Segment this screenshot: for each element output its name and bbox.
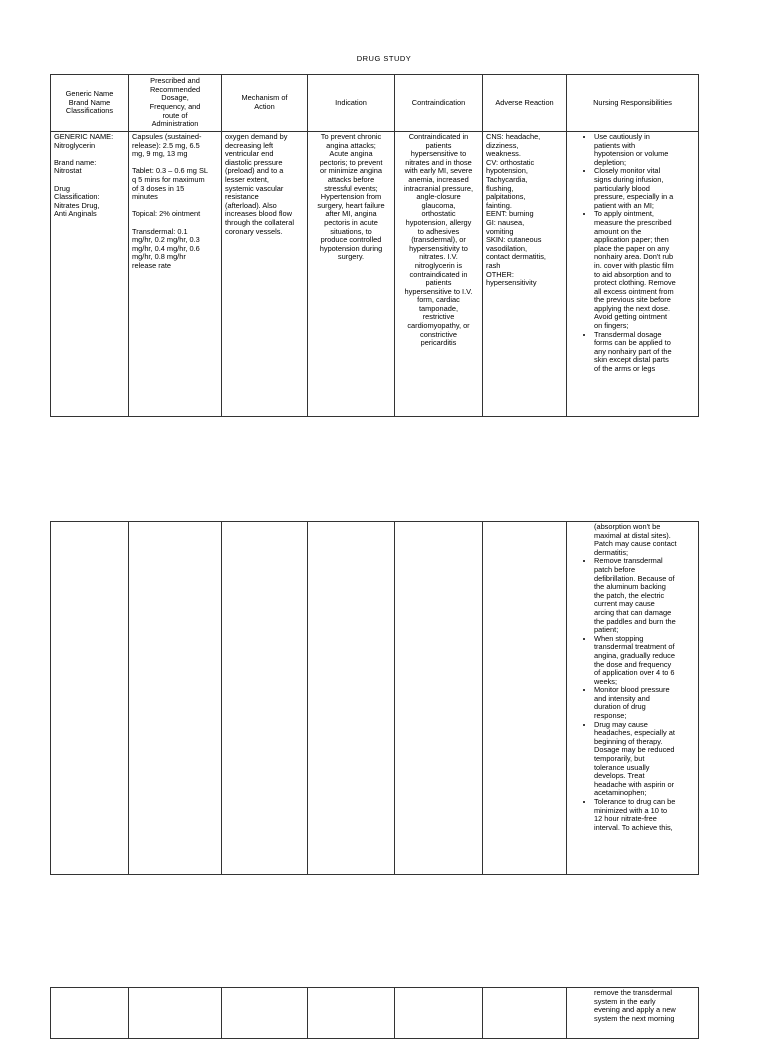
contraindication-text: Contraindicated in patients hypersensitive to nitrates and in those with early MI, severe anemia, increased intracranial pressure, angle-closure glaucoma, orthostatic hypotension, allergy to adhesives (transdermal), or hypersensitivity to nitrates. I.V. nitroglycerin is contraindicated in patients hypersensitive to I.V. form, cardiac tamponade, restrictive cardiomyopathy, or constrictive pericarditis	[403, 132, 473, 348]
dosage-tablet: Tablet: 0.3 – 0.6 mg SL q 5 mins for maximum of 3 doses in 15 minutes	[132, 166, 209, 202]
cell-nursing	[567, 132, 699, 417]
cell-adverse-reaction	[483, 988, 567, 1039]
nursing-list	[570, 133, 695, 374]
cell-names	[51, 522, 129, 875]
cell-contraindication	[395, 988, 483, 1039]
dosage-capsules: Capsules (sustained- release): 2.5 mg, 6.5 mg, 9 mg, 13 mg	[132, 132, 202, 159]
list-item: • To apply ointment, measure the prescribed amount on the application paper; then place the paper on any nonhairy area. Don't rub in. cover with plastic film to aid absorption and to protect clothing. Remove all excess ointment from the previous site before applying the next dose. Avoid getting ointment on fingers;	[594, 210, 695, 330]
generic-name: GENERIC NAME: Nitroglycerin	[54, 132, 114, 150]
cell-adverse-reaction	[483, 522, 567, 875]
list-item: • Remove transdermal patch before defibrillation. Because of the aluminum backing the patch, the electric current may cause arcing that can damage the paddles and burn the patient;	[594, 557, 695, 634]
dosage-topical: Topical: 2% ointment	[132, 209, 201, 219]
cell-names	[51, 988, 129, 1039]
list-item: • Transdermal dosage forms can be applied to any nonhairy part of the skin except distal parts of the arms or legs	[594, 331, 695, 374]
nursing-list	[570, 557, 695, 832]
cell-contraindication	[395, 132, 483, 417]
header-contraindication: Contraindication	[395, 75, 483, 132]
cell-indication	[308, 132, 395, 417]
adverse-reaction-text: CNS: headache, dizziness, weakness. CV: orthostatic hypotension, Tachycardia, flushing, palpitations, fainting. EENT: burning GI: nausea, vomiting SKIN: cutaneous vasodilation, contact dermatitis, rash OTHER: hypersensitivity	[486, 132, 546, 288]
cell-mechanism	[222, 522, 308, 875]
header-row	[51, 75, 699, 132]
cell-adverse-reaction	[483, 132, 567, 417]
header-mechanism: Mechanism of Action	[222, 75, 308, 132]
cell-names	[51, 132, 129, 417]
list-item: • Use cautiously in patients with hypotension or volume depletion;	[594, 133, 695, 167]
list-item: • When stopping transdermal treatment of angina, gradually reduce the dose and frequency of application over 4 to 6 weeks;	[594, 635, 695, 687]
nursing-continued-text: (absorption won't be maximal at distal sites). Patch may cause contact dermatitis;	[594, 522, 677, 557]
brand-name: Brand name: Nitrostat	[54, 157, 97, 176]
mechanism-text: oxygen demand by decreasing left ventricular end diastolic pressure (preload) and to a lesser extent, systemic vascular resistance (afterload). Also increases blood flow through the collateral coronary vessels.	[225, 132, 295, 236]
dosage-transdermal: Transdermal: 0.1 mg/hr, 0.2 mg/hr, 0.3 mg/hr, 0.4 mg/hr, 0.6 mg/hr, 0.8 mg/hr release rate	[132, 226, 200, 270]
cell-contraindication	[395, 522, 483, 875]
header-nursing-responsibilities: Nursing Responsibilities	[567, 75, 699, 132]
list-item: • Monitor blood pressure and intensity and duration of drug response;	[594, 686, 695, 720]
cell-mechanism	[222, 132, 308, 417]
list-item: • Drug may cause headaches, especially at beginning of therapy. Dosage may be reduced temporarily, but tolerance usually develops. Treat headache with aspirin or acetaminophen;	[594, 721, 695, 798]
cell-nursing	[567, 988, 699, 1039]
drug-classification: Drug Classification: Nitrates Drug, Anti Anginals	[54, 183, 100, 219]
drug-study-table-continued	[50, 521, 699, 875]
list-item: • Closely monitor vital signs during infusion, particularly blood pressure, especially in a patient with an MI;	[594, 167, 695, 210]
header-dosage: Prescribed and Recommended Dosage, Frequency, and route of Administration	[129, 75, 222, 132]
table-row	[51, 988, 699, 1039]
cell-nursing	[567, 522, 699, 875]
cell-dosage	[129, 988, 222, 1039]
table-row	[51, 522, 699, 875]
cell-indication	[308, 522, 395, 875]
header-adverse-reaction: Adverse Reaction	[483, 75, 567, 132]
drug-study-table-continued-2	[50, 987, 699, 1039]
indication-text: To prevent chronic angina attacks; Acute angina pectoris; to prevent or minimize angina attacks before stressful events; Hypertension from surgery, heart failure after MI, angina pectoris in acute situations, to produce controlled hypotension during surgery.	[317, 132, 385, 262]
table-row	[51, 132, 699, 417]
nursing-continued-text: remove the transdermal system in the early evening and apply a new system the next morning	[594, 988, 676, 1023]
header-indication: Indication	[308, 75, 395, 132]
cell-dosage	[129, 132, 222, 417]
cell-indication	[308, 988, 395, 1039]
drug-study-table	[50, 74, 699, 417]
page-title: DRUG STUDY	[356, 54, 412, 63]
cell-mechanism	[222, 988, 308, 1039]
list-item: • Tolerance to drug can be minimized with a 10 to 12 hour nitrate-free interval. To achieve this,	[594, 798, 695, 832]
cell-dosage	[129, 522, 222, 875]
header-generic-name: Generic Name Brand Name Classifications	[51, 75, 129, 132]
